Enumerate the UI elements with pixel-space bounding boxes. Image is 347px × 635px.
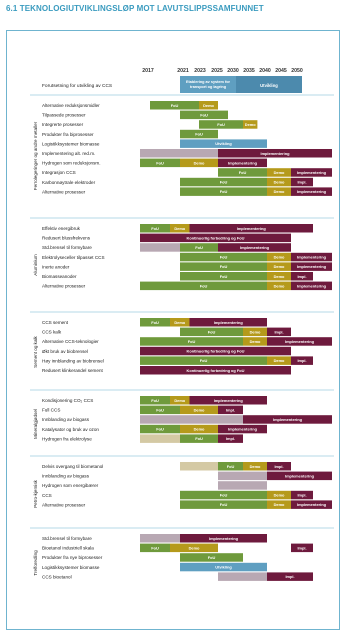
row-label: CCS kalk — [42, 329, 62, 335]
year-label: 2021 — [177, 68, 189, 74]
row-label: Bioetanol industriell skala — [42, 545, 94, 551]
gantt-bar-label: Demo — [174, 225, 186, 231]
section-name: Mineralgjødsel — [33, 409, 38, 439]
row-label: Kondisjonering CO₂ CCS — [42, 398, 94, 403]
row-label: Redusert blussfrekvens — [42, 235, 91, 241]
gantt-bar-label: Demo — [273, 170, 285, 175]
gantt-bar-label: Kontinuerlig forbedring og FoU — [186, 235, 245, 241]
row-label: Hydrogen fra elektrolyse — [42, 436, 92, 442]
gantt-bar-label: FoU — [207, 555, 216, 560]
gantt-bar-label: Impl. — [225, 436, 236, 442]
gantt-bar-label: Implementering — [228, 426, 257, 432]
gantt-bar — [218, 472, 267, 481]
gantt-bar-label: Demo — [273, 254, 285, 260]
row-label: CCS sement — [42, 320, 69, 325]
row-label: Innblanding av biogass — [42, 473, 89, 479]
gantt-bar-label: FoU — [151, 397, 159, 403]
gantt-bar-label: Demo — [249, 463, 261, 469]
gantt-bar-label: Implementering — [209, 535, 238, 541]
header-bar-label: Etablering av system for transport og lagring — [185, 80, 231, 89]
gantt-bar-label: FoU — [219, 179, 228, 185]
row-label: Alternative prosesser — [42, 189, 86, 195]
gantt-bar-label: Implementering — [228, 160, 257, 166]
gantt-bar-label: Demo — [273, 492, 285, 498]
gantt-bar-label: Demo — [244, 122, 256, 127]
gantt-bar-label: Impl. — [297, 273, 307, 279]
gantt-bar-label: FoU — [219, 492, 228, 498]
row-label: Inerte anoder — [42, 264, 70, 270]
gantt-bar-label: FoU — [170, 102, 179, 108]
row-label: Elektrolyseceller tilpasset CCS — [42, 254, 105, 260]
row-label: Produkter fra biprosesser — [42, 131, 94, 137]
row-label: Logistikksystemer biomasse — [42, 141, 100, 147]
gantt-bar-label: Utvikling — [215, 141, 232, 147]
gantt-bar-label: Implementering — [297, 502, 326, 508]
row-label: Tilpassede prosesser — [42, 112, 86, 118]
row-label: Karbonnøytrale elektroder — [42, 179, 96, 185]
gantt-bar-label: Demo — [273, 189, 285, 195]
gantt-bar-label: FoU — [151, 319, 159, 325]
gantt-bar — [218, 481, 267, 490]
gantt-bar-label: FoU — [207, 329, 216, 335]
gantt-bar-label: Implementering — [240, 245, 269, 250]
gantt-bar-label: Demo — [174, 319, 186, 325]
row-label: Katalysator og bruk av ozon — [42, 426, 99, 432]
gantt-bar-label: Implementering — [285, 339, 314, 344]
row-label: Std.brensel til formybare — [42, 245, 92, 251]
gantt-bar-label: FoU — [226, 463, 235, 469]
row-label: Alternative prosesser — [42, 502, 86, 508]
gantt-bar-label: FoU — [195, 436, 203, 442]
gantt-bar-label: Demo — [273, 358, 285, 364]
row-label: Høy innblanding av biobrensel — [42, 358, 104, 364]
gantt-bar-label: Demo — [273, 264, 285, 270]
gantt-bar-label: Implementering — [285, 473, 314, 479]
row-label: Integrerte prosesser — [42, 122, 84, 128]
gantt-bar-label: Implementering — [213, 319, 243, 325]
page-title: 6.1 TEKNOLOGIUTVIKLINGSLØP MOT LAVUTSLIPPSSAMFUNNET — [6, 4, 264, 13]
gantt-bar-label: Demo — [188, 545, 200, 551]
gantt-bar-label: FoU — [200, 112, 208, 118]
gantt-bar-label: FoU — [151, 225, 159, 231]
gantt-bar-label: FoU — [219, 273, 228, 279]
gantt-bar-label: Demo — [273, 283, 285, 289]
year-label: 2040 — [259, 68, 271, 74]
gantt-bar-label: Implementering — [297, 283, 326, 289]
gantt-bar-label: FoU — [151, 545, 159, 551]
gantt-bar-label: Implementering — [297, 254, 326, 260]
gantt-bar-label: Demo — [273, 179, 285, 185]
row-label: Full CCS — [42, 407, 61, 413]
row-label: CCS — [42, 492, 52, 498]
row-label: Std.brensel til formybare — [42, 536, 92, 541]
gantt-bar-label: Demo — [193, 426, 205, 432]
gantt-bar-label: Kontinuerlig forbedring og FoU — [186, 348, 245, 354]
year-label: 2050 — [291, 68, 303, 74]
gantt-bar-label: Implementering — [297, 264, 326, 270]
gantt-bar-label: FoU — [156, 407, 164, 413]
row-label: Redusert klinkerandel sement — [42, 368, 103, 373]
gantt-bar-label: FoU — [199, 283, 208, 289]
row-label: Alternative reduksjonsmidler — [42, 103, 100, 108]
row-label: Økt bruk av biobrensel — [42, 348, 88, 354]
gantt-bar-label: Impl. — [274, 463, 284, 469]
row-label: Hydrogen som energibærer — [42, 483, 99, 489]
gantt-bar — [140, 534, 180, 543]
gantt-bar-label: Impl. — [297, 545, 307, 551]
gantt-bar-label: Demo — [273, 502, 285, 508]
gantt-bar-label: FoU — [219, 189, 228, 195]
gantt-bar-label: Demo — [273, 273, 285, 279]
gantt-bar-label: Demo — [193, 407, 205, 413]
row-label: Delvis overgang til biometanol — [42, 464, 104, 469]
gantt-bar-label: FoU — [219, 254, 228, 260]
gantt-bar-label: Demo — [203, 102, 214, 108]
year-label: 2045 — [275, 68, 287, 74]
row-label: Effektiv energibruk — [42, 226, 80, 231]
year-label: 2030 — [227, 68, 239, 74]
gantt-bar-label: FoU — [238, 170, 247, 175]
gantt-bar-label: FoU — [219, 264, 228, 270]
gantt-bar-label: FoU — [219, 502, 228, 508]
gantt-bar-label: FoU — [195, 131, 203, 137]
gantt-bar-label: Implementering — [213, 397, 243, 403]
row-label: Logistikksystemer biomasse — [42, 564, 100, 570]
gantt-bar-label: Impl. — [274, 329, 284, 335]
gantt-bar-label: Impl. — [297, 358, 307, 364]
row-label: Alternative prosesser — [42, 283, 86, 289]
row-label: CCS bioetanol — [42, 574, 72, 580]
gantt-bar-label: FoU — [156, 160, 164, 166]
gantt-bar — [140, 434, 180, 443]
gantt-bar-label: Impl. — [225, 407, 236, 413]
gantt-bar — [140, 415, 243, 424]
gantt-bar-label: Kontinuerlig forbedring og FoU — [186, 367, 245, 373]
gantt-bar-label: Demo — [193, 160, 205, 166]
gantt-bar-label: Demo — [249, 329, 261, 335]
gantt-bar-label: Implementering — [297, 189, 326, 195]
row-label: Biomasseanoder — [42, 274, 77, 279]
row-label: Integrasjon CCS — [42, 170, 76, 176]
row-label: Implementering alt. red.m. — [42, 151, 96, 156]
year-label: 2025 — [211, 68, 223, 74]
section-name: Aluminium — [33, 254, 38, 276]
gantt-bar-label: Implementering — [273, 417, 302, 422]
gantt-bar-label: Utvikling — [215, 564, 232, 570]
gantt-bar-label: Demo — [249, 339, 261, 344]
section-name: Trelforedling — [33, 550, 38, 576]
row-label: Alternative CCS-teknologier — [42, 339, 99, 345]
row-label: Hydrogen som reduksjonsm. — [42, 160, 101, 166]
gantt-bar-label: Implementering — [260, 150, 290, 156]
gantt-bar-label: Implementering — [297, 170, 326, 175]
year-label: 2023 — [194, 68, 206, 74]
gantt-bar — [140, 243, 180, 252]
gantt-bar-label: FoU — [187, 339, 196, 344]
header-row-label: Forutsetning for utvikling av CCS — [42, 84, 113, 89]
gantt-bar — [218, 572, 267, 581]
gantt-bar-label: Implementering — [236, 225, 266, 231]
gantt-bar-label: Demo — [174, 397, 186, 403]
year-label: 2017 — [142, 68, 154, 74]
section-name: Petro-kjemisk — [33, 480, 38, 508]
row-label: Innblanding av biogass — [42, 417, 89, 423]
gantt-bar-label: FoU — [217, 122, 225, 127]
gantt-bar — [180, 462, 218, 471]
header-bar-label: Utvikling — [260, 83, 278, 88]
gantt-bar-label: FoU — [195, 245, 203, 250]
gantt-bar-label: Impl. — [297, 492, 307, 498]
gantt-bar-label: FoU — [199, 358, 208, 364]
gantt-bar-label: Impl. — [285, 574, 295, 580]
gantt-bar-label: FoU — [156, 426, 164, 432]
section-name: Sement og kalk — [33, 336, 38, 368]
year-label: 2035 — [243, 68, 255, 74]
gantt-bar-label: Impl. — [297, 179, 307, 185]
section-name: Ferrolegeringer og andre metaller — [33, 121, 38, 191]
row-label: Produkter fra nye biprosesser — [42, 555, 103, 561]
gantt-bar — [140, 149, 218, 158]
